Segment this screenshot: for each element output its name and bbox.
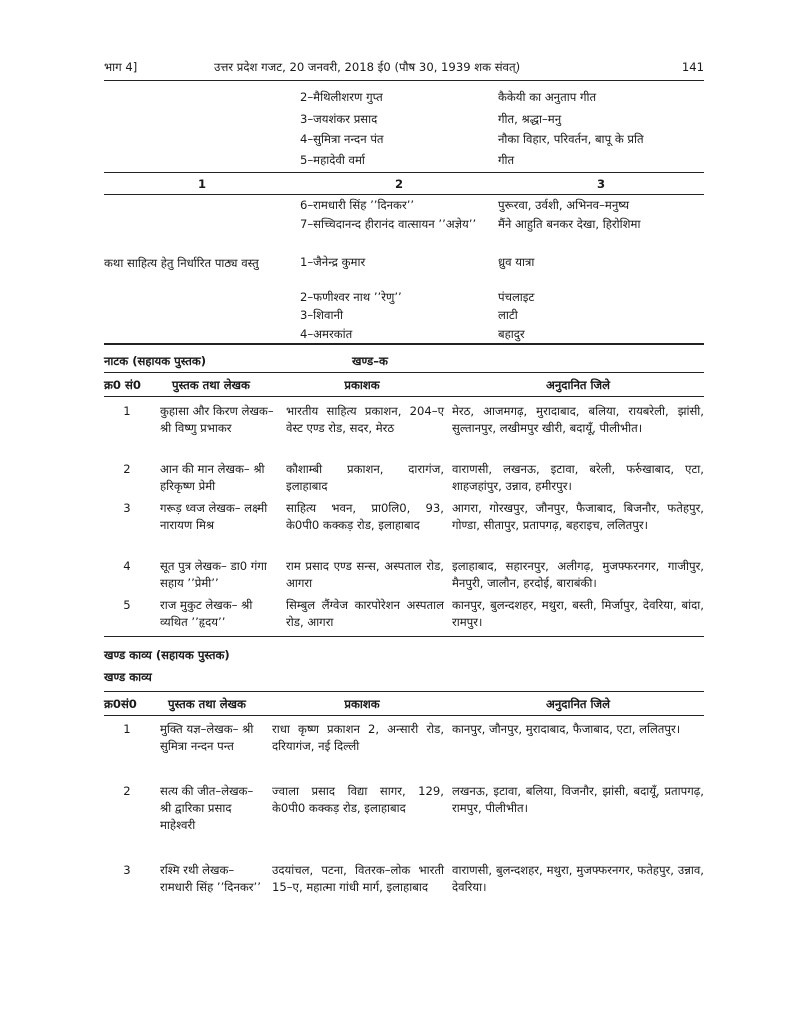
- section-rule: [104, 343, 704, 345]
- districts-cell: मेरठ, आजमगढ़, मुरादाबाद, बलिया, रायबरेली, झांसी, सुल्तानपुर, लखीमपुर खीरी, बदायूँ, पीलीभीत।: [452, 404, 704, 435]
- table-rule: [104, 715, 704, 716]
- page-number: 141: [681, 60, 704, 74]
- districts-cell: लखनऊ, इटावा, बलिया, विजनौर, झांसी, बदायूँ, प्रतापगढ़, रामपुर, पीलीभीत।: [452, 784, 704, 815]
- column-header-publisher: प्रकाशक: [344, 378, 380, 392]
- fiction-author: 3–शिवानी: [300, 308, 343, 322]
- fiction-work: ध्रुव यात्रा: [498, 255, 535, 269]
- poet-work: नौका विहार, परिवर्तन, बापू के प्रति: [498, 132, 644, 146]
- poet-entry: 6–रामधारी सिंह ’’दिनकर’’: [300, 198, 415, 212]
- column-header-book: पुस्तक तथा लेखक: [172, 378, 250, 392]
- column-header-book: पुस्तक तथा लेखक: [168, 697, 246, 711]
- drama-section-part: खण्ड–क: [352, 354, 388, 368]
- header-rule: [104, 80, 704, 81]
- serial-number: 3: [123, 863, 131, 877]
- fiction-work: बहादुर: [498, 327, 525, 341]
- column-number: 2: [394, 177, 404, 191]
- table-rule: [104, 636, 704, 637]
- poet-work: गीत, श्रद्धा–मनु: [498, 112, 562, 126]
- poet-work: पुरूरवा, उर्वशी, अभिनव–मनुष्य: [498, 198, 630, 212]
- column-header-districts: अनुदानित जिले: [546, 378, 610, 392]
- districts-cell: कानपुर, बुलन्दशहर, मथुरा, बस्ती, मिर्जापुर, देवरिया, बांदा, रामपुर।: [452, 598, 704, 629]
- table-rule: [104, 194, 704, 195]
- fiction-author: 2–फणीश्वर नाथ ’’रेणु’’: [300, 290, 402, 304]
- publisher-cell: राधा कृष्ण प्रकाशन 2, अन्सारी रोड, दरियागंज, नई दिल्ली: [272, 722, 444, 753]
- fiction-author: 4–अमरकांत: [300, 327, 353, 341]
- table-rule: [104, 691, 704, 692]
- book-author-cell: सूत पुत्र लेखक– डा0 गंगा सहाय ’’प्रेमी’’: [160, 559, 267, 590]
- serial-number: 3: [123, 501, 131, 515]
- districts-cell: कानपुर, जौनपुर, मुरादाबाद, फैजाबाद, एटा, ललितपुर।: [452, 722, 681, 736]
- khand-kavya-section-title: खण्ड काव्य (सहायक पुस्तक): [104, 648, 230, 662]
- column-number: 1: [197, 177, 207, 191]
- serial-number: 2: [123, 462, 131, 476]
- gazette-header-title: उत्तर प्रदेश गजट, 20 जनवरी, 2018 ई0 (पौष 30, 1939 शक संवत्): [214, 60, 521, 74]
- book-author-cell: आन की मान लेखक– श्री हरिकृष्ण प्रेमी: [160, 462, 265, 493]
- book-author-cell: राज मुकुट लेखक– श्री व्यथित ’’हृदय’’: [160, 598, 253, 629]
- book-author-cell: सत्य की जीत–लेखक– श्री द्वारिका प्रसाद माहेश्वरी: [160, 784, 254, 832]
- publisher-cell: साहित्य भवन, प्रा0लि0, 93, के0पी0 कक्कड़ रोड, इलाहाबाद: [286, 501, 444, 532]
- serial-number: 1: [123, 722, 131, 736]
- poet-entry: 2–मैथिलीशरण गुप्त: [300, 90, 383, 104]
- poet-entry: 4–सुमित्रा नन्दन पंत: [300, 132, 384, 146]
- khand-kavya-subtitle: खण्ड काव्य: [104, 670, 152, 684]
- poet-work: मैंने आहुति बनकर देखा, हिरोशिमा: [498, 217, 641, 231]
- column-header-publisher: प्रकाशक: [344, 697, 380, 711]
- serial-number: 4: [123, 559, 131, 573]
- publisher-cell: उदयांचल, पटना, वितरक–लोक भारती 15–ए, महात्मा गांधी मार्ग, इलाहाबाद: [272, 863, 444, 894]
- column-header-serial: क्र0सं0: [104, 697, 137, 711]
- table-rule: [104, 396, 704, 397]
- districts-cell: वाराणसी, लखनऊ, इटावा, बरेली, फर्रुखाबाद, एटा, शाहजहांपुर, उन्नाव, हमीरपुर।: [452, 462, 704, 493]
- fiction-work: लाटी: [498, 308, 518, 322]
- column-header-districts: अनुदानित जिले: [546, 697, 610, 711]
- poet-entry: 5–महादेवी वर्मा: [300, 153, 365, 167]
- column-header-serial: क्र0 सं0: [104, 378, 141, 392]
- poet-work: गीत: [498, 153, 515, 167]
- fiction-author: 1–जैनेन्द्र कुमार: [300, 255, 366, 269]
- districts-cell: आगरा, गोरखपुर, जौनपुर, फैजाबाद, बिजनौर, फतेहपुर, गोण्डा, सीतापुर, प्रतापगढ़, बहराइच, ललितपुर।: [452, 501, 704, 532]
- districts-cell: वाराणसी, बुलन्दशहर, मथुरा, मुजफ्फरनगर, फतेहपुर, उन्नाव, देवरिया।: [452, 863, 704, 894]
- publisher-cell: राम प्रसाद एण्ड सन्स, अस्पताल रोड, आगरा: [286, 559, 444, 590]
- book-author-cell: मुक्ति यज्ञ–लेखक– श्री सुमित्रा नन्दन पन्त: [160, 722, 254, 753]
- publisher-cell: भारतीय साहित्य प्रकाशन, 204–ए वेस्ट एण्ड रोड, सदर, मेरठ: [286, 404, 444, 435]
- book-author-cell: कुहासा और किरण लेखक– श्री विष्णु प्रभाकर: [160, 404, 274, 435]
- fiction-work: पंचलाइट: [498, 290, 535, 304]
- publisher-cell: सिम्बुल लैंग्वेज कारपोरेशन अस्पताल रोड, आगरा: [286, 598, 444, 629]
- drama-section-title: नाटक (सहायक पुस्तक): [104, 354, 207, 368]
- table-rule: [104, 172, 704, 173]
- part-label: भाग 4]: [104, 60, 138, 74]
- serial-number: 5: [123, 598, 131, 612]
- book-author-cell: गरूड़ ध्वज लेखक– लक्ष्मी नारायण मिश्र: [160, 501, 268, 532]
- serial-number: 1: [123, 404, 131, 418]
- column-number: 3: [596, 177, 606, 191]
- fiction-section-label: कथा साहित्य हेतु निर्धारित पाठ्य वस्तु: [104, 256, 259, 270]
- publisher-cell: कौशाम्बी प्रकाशन, दारागंज, इलाहाबाद: [286, 462, 444, 493]
- poet-entry: 7–सच्चिदानन्द हीरानंद वात्सायन ’’अज्ञेय’’: [300, 217, 477, 231]
- poet-entry: 3–जयशंकर प्रसाद: [300, 112, 378, 126]
- serial-number: 2: [123, 784, 131, 798]
- districts-cell: इलाहाबाद, सहारनपुर, अलीगढ़, मुजफ्फरनगर, गाजीपुर, मैनपुरी, जालौन, हरदोई, बाराबंकी।: [452, 559, 704, 590]
- poet-work: कैकेयी का अनुताप गीत: [498, 90, 597, 104]
- book-author-cell: रश्मि रथी लेखक– रामधारी सिंह ’’दिनकर’’: [160, 863, 261, 894]
- table-rule: [104, 372, 704, 373]
- publisher-cell: ज्वाला प्रसाद विद्या सागर, 129, के0पी0 कक्कड़ रोड, इलाहाबाद: [272, 784, 444, 815]
